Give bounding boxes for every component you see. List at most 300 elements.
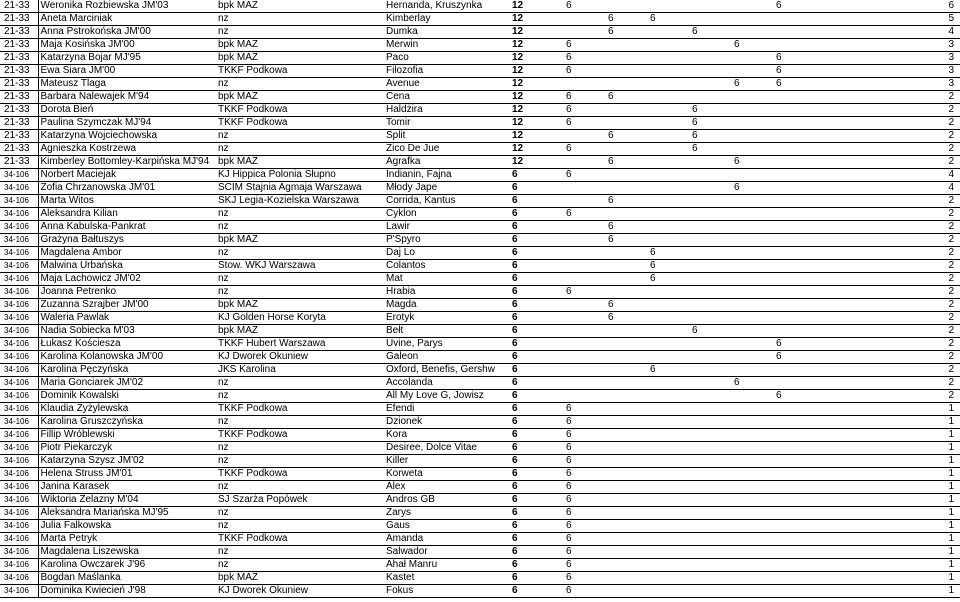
horse-cell: Andros GB xyxy=(384,494,510,507)
score-cell-1: 6 xyxy=(564,572,606,585)
score-cell-4 xyxy=(690,156,732,169)
rider-name-cell: Agnieszka Kostrzewa xyxy=(38,143,216,156)
club-cell: bpk MAZ xyxy=(216,299,384,312)
horse-cell: Colantos xyxy=(384,260,510,273)
score-cell-5 xyxy=(732,390,774,403)
total-cell: 2 xyxy=(858,390,960,403)
points-cell: 12 xyxy=(510,143,564,156)
club-cell: nz xyxy=(216,377,384,390)
class-cell: 34-106 xyxy=(0,273,38,286)
score-cell-4 xyxy=(690,455,732,468)
class-cell: 21-33 xyxy=(0,65,38,78)
score-cell-4 xyxy=(690,442,732,455)
class-cell: 21-33 xyxy=(0,117,38,130)
score-cell-5 xyxy=(732,338,774,351)
score-cell-2 xyxy=(606,286,648,299)
club-cell: nz xyxy=(216,546,384,559)
score-cell-3 xyxy=(648,104,690,117)
score-cell-5 xyxy=(732,299,774,312)
class-cell: 34-106 xyxy=(0,338,38,351)
score-cell-6 xyxy=(774,286,858,299)
score-cell-4: 6 xyxy=(690,117,732,130)
score-cell-1 xyxy=(564,78,606,91)
score-cell-1 xyxy=(564,130,606,143)
horse-cell: Gaus xyxy=(384,520,510,533)
score-cell-2 xyxy=(606,351,648,364)
total-cell: 1 xyxy=(858,455,960,468)
table-row xyxy=(0,39,960,52)
score-cell-1: 6 xyxy=(564,65,606,78)
class-cell: 21-33 xyxy=(0,0,38,13)
score-cell-6: 6 xyxy=(774,338,858,351)
points-cell: 12 xyxy=(510,78,564,91)
total-cell: 2 xyxy=(858,312,960,325)
rider-name-cell: Maja Kosińska JM'00 xyxy=(38,39,216,52)
score-cell-6 xyxy=(774,533,858,546)
total-cell: 2 xyxy=(858,221,960,234)
points-cell: 6 xyxy=(510,325,564,338)
points-cell: 6 xyxy=(510,442,564,455)
horse-cell: Efendi xyxy=(384,403,510,416)
class-cell: 34-106 xyxy=(0,208,38,221)
score-cell-6 xyxy=(774,208,858,221)
score-cell-6 xyxy=(774,117,858,130)
club-cell: TKKF Podkowa xyxy=(216,403,384,416)
score-cell-1: 6 xyxy=(564,455,606,468)
score-cell-1: 6 xyxy=(564,468,606,481)
score-cell-6 xyxy=(774,429,858,442)
club-cell: TKKF Podkowa xyxy=(216,468,384,481)
score-cell-2 xyxy=(606,481,648,494)
score-cell-2 xyxy=(606,403,648,416)
rider-name-cell: Anna Pstrokońska JM'00 xyxy=(38,26,216,39)
score-cell-6 xyxy=(774,221,858,234)
score-cell-4 xyxy=(690,221,732,234)
points-cell: 6 xyxy=(510,507,564,520)
score-cell-4 xyxy=(690,338,732,351)
score-cell-3 xyxy=(648,572,690,585)
horse-cell: Split xyxy=(384,130,510,143)
table-row xyxy=(0,377,960,390)
horse-cell: Paco xyxy=(384,52,510,65)
score-cell-5 xyxy=(732,104,774,117)
club-cell: nz xyxy=(216,481,384,494)
total-cell: 1 xyxy=(858,403,960,416)
points-cell: 6 xyxy=(510,429,564,442)
rider-name-cell: Ewa Siara JM'00 xyxy=(38,65,216,78)
score-cell-5 xyxy=(732,351,774,364)
points-cell: 6 xyxy=(510,572,564,585)
club-cell: bpk MAZ xyxy=(216,156,384,169)
score-cell-1: 6 xyxy=(564,0,606,13)
score-cell-6 xyxy=(774,104,858,117)
score-cell-4 xyxy=(690,39,732,52)
score-cell-4 xyxy=(690,520,732,533)
score-cell-2 xyxy=(606,273,648,286)
score-cell-3 xyxy=(648,143,690,156)
points-cell: 12 xyxy=(510,91,564,104)
horse-cell: Hernanda, Kruszynka xyxy=(384,0,510,13)
score-cell-6 xyxy=(774,39,858,52)
class-cell: 21-33 xyxy=(0,91,38,104)
score-cell-5 xyxy=(732,234,774,247)
rider-name-cell: Mateusz Tlaga xyxy=(38,78,216,91)
club-cell: KJ Hippica Polonia Słupno xyxy=(216,169,384,182)
class-cell: 34-106 xyxy=(0,468,38,481)
club-cell: TKKF Hubert Warszawa xyxy=(216,338,384,351)
score-cell-5 xyxy=(732,364,774,377)
table-row xyxy=(0,468,960,481)
score-cell-4 xyxy=(690,559,732,572)
total-cell: 4 xyxy=(858,26,960,39)
score-cell-3: 6 xyxy=(648,13,690,26)
score-cell-3 xyxy=(648,546,690,559)
horse-cell: Zico De Jue xyxy=(384,143,510,156)
score-cell-5 xyxy=(732,546,774,559)
score-cell-2: 6 xyxy=(606,299,648,312)
total-cell: 2 xyxy=(858,273,960,286)
class-cell: 21-33 xyxy=(0,52,38,65)
class-cell: 34-106 xyxy=(0,377,38,390)
score-cell-3 xyxy=(648,312,690,325)
club-cell: Stow. WKJ Warszawa xyxy=(216,260,384,273)
score-cell-6 xyxy=(774,26,858,39)
score-cell-1: 6 xyxy=(564,52,606,65)
table-row xyxy=(0,416,960,429)
score-cell-1 xyxy=(564,325,606,338)
score-cell-5 xyxy=(732,442,774,455)
rider-name-cell: Aneta Marciniak xyxy=(38,13,216,26)
score-cell-6 xyxy=(774,481,858,494)
table-row xyxy=(0,559,960,572)
score-cell-3 xyxy=(648,26,690,39)
table-row xyxy=(0,546,960,559)
total-cell: 1 xyxy=(858,520,960,533)
score-cell-3 xyxy=(648,351,690,364)
score-cell-5 xyxy=(732,91,774,104)
score-cell-5 xyxy=(732,494,774,507)
rider-name-cell: Dominika Kwiecień J'98 xyxy=(38,585,216,598)
score-cell-1: 6 xyxy=(564,91,606,104)
score-cell-2 xyxy=(606,533,648,546)
score-cell-5 xyxy=(732,585,774,598)
total-cell: 1 xyxy=(858,572,960,585)
score-cell-6: 6 xyxy=(774,65,858,78)
points-cell: 6 xyxy=(510,338,564,351)
score-cell-5 xyxy=(732,195,774,208)
score-cell-5 xyxy=(732,286,774,299)
score-cell-1: 6 xyxy=(564,416,606,429)
points-cell: 6 xyxy=(510,312,564,325)
rider-name-cell: Łukasz Kościesza xyxy=(38,338,216,351)
class-cell: 34-106 xyxy=(0,507,38,520)
score-cell-5 xyxy=(732,247,774,260)
score-cell-6 xyxy=(774,546,858,559)
score-cell-4 xyxy=(690,507,732,520)
score-cell-1: 6 xyxy=(564,533,606,546)
horse-cell: Dzionek xyxy=(384,416,510,429)
total-cell: 1 xyxy=(858,585,960,598)
score-cell-5 xyxy=(732,507,774,520)
score-cell-1 xyxy=(564,377,606,390)
score-cell-1 xyxy=(564,338,606,351)
horse-cell: Indianin, Fajna xyxy=(384,169,510,182)
score-cell-3: 6 xyxy=(648,273,690,286)
rider-name-cell: Magdalena Liszewska xyxy=(38,546,216,559)
score-cell-2: 6 xyxy=(606,312,648,325)
horse-cell: Dumka xyxy=(384,26,510,39)
score-cell-3 xyxy=(648,299,690,312)
total-cell: 1 xyxy=(858,416,960,429)
points-cell: 6 xyxy=(510,234,564,247)
score-cell-5: 6 xyxy=(732,182,774,195)
table-row xyxy=(0,117,960,130)
horse-cell: Lawir xyxy=(384,221,510,234)
rider-name-cell: Magdalena Ambor xyxy=(38,247,216,260)
score-cell-6 xyxy=(774,299,858,312)
score-cell-1: 6 xyxy=(564,143,606,156)
score-cell-6 xyxy=(774,403,858,416)
table-row xyxy=(0,455,960,468)
class-cell: 34-106 xyxy=(0,494,38,507)
rider-name-cell: Malwina Urbańska xyxy=(38,260,216,273)
score-cell-2 xyxy=(606,559,648,572)
score-cell-3 xyxy=(648,0,690,13)
club-cell: KJ Dworek Okuniew xyxy=(216,351,384,364)
club-cell: TKKF Podkowa xyxy=(216,533,384,546)
table-row xyxy=(0,364,960,377)
total-cell: 1 xyxy=(858,559,960,572)
rider-name-cell: Dominik Kowalski xyxy=(38,390,216,403)
class-cell: 34-106 xyxy=(0,351,38,364)
class-cell: 21-33 xyxy=(0,26,38,39)
horse-cell: Killer xyxy=(384,455,510,468)
score-cell-2: 6 xyxy=(606,195,648,208)
score-cell-5: 6 xyxy=(732,377,774,390)
score-cell-3 xyxy=(648,494,690,507)
score-cell-3 xyxy=(648,65,690,78)
score-cell-3 xyxy=(648,130,690,143)
club-cell: bpk MAZ xyxy=(216,39,384,52)
points-cell: 6 xyxy=(510,273,564,286)
score-cell-2 xyxy=(606,65,648,78)
score-cell-1: 6 xyxy=(564,39,606,52)
score-cell-6 xyxy=(774,468,858,481)
rider-name-cell: Aleksandra Mariańska MJ'95 xyxy=(38,507,216,520)
score-cell-1 xyxy=(564,182,606,195)
score-cell-6 xyxy=(774,13,858,26)
score-cell-6 xyxy=(774,494,858,507)
table-row xyxy=(0,65,960,78)
rider-name-cell: Karolina Kolanowska JM'00 xyxy=(38,351,216,364)
score-cell-2 xyxy=(606,364,648,377)
club-cell: nz xyxy=(216,286,384,299)
table-row xyxy=(0,299,960,312)
score-cell-1: 6 xyxy=(564,559,606,572)
class-cell: 34-106 xyxy=(0,585,38,598)
score-cell-2 xyxy=(606,52,648,65)
score-cell-2: 6 xyxy=(606,91,648,104)
total-cell: 5 xyxy=(858,13,960,26)
club-cell: bpk MAZ xyxy=(216,0,384,13)
class-cell: 34-106 xyxy=(0,247,38,260)
rider-name-cell: Karolina Pęczyńska xyxy=(38,364,216,377)
total-cell: 3 xyxy=(858,52,960,65)
total-cell: 2 xyxy=(858,143,960,156)
class-cell: 34-106 xyxy=(0,481,38,494)
horse-cell: Merwin xyxy=(384,39,510,52)
score-cell-4 xyxy=(690,273,732,286)
rider-name-cell: Bogdan Maślanka xyxy=(38,572,216,585)
score-cell-1 xyxy=(564,26,606,39)
score-cell-2 xyxy=(606,390,648,403)
total-cell: 4 xyxy=(858,182,960,195)
rider-name-cell: Norbert Maciejak xyxy=(38,169,216,182)
score-cell-1 xyxy=(564,299,606,312)
score-cell-2 xyxy=(606,78,648,91)
score-cell-6 xyxy=(774,273,858,286)
table-row xyxy=(0,286,960,299)
rider-name-cell: Zofia Chrzanowska JM'01 xyxy=(38,182,216,195)
class-cell: 21-33 xyxy=(0,13,38,26)
club-cell: TKKF Podkowa xyxy=(216,429,384,442)
club-cell: JKS Karolina xyxy=(216,364,384,377)
table-row xyxy=(0,260,960,273)
table-row xyxy=(0,325,960,338)
score-cell-3 xyxy=(648,455,690,468)
table-row xyxy=(0,156,960,169)
score-cell-1: 6 xyxy=(564,117,606,130)
total-cell: 1 xyxy=(858,507,960,520)
score-cell-3 xyxy=(648,403,690,416)
horse-cell: Corrida, Kantus xyxy=(384,195,510,208)
horse-cell: Salwador xyxy=(384,546,510,559)
class-cell: 34-106 xyxy=(0,312,38,325)
club-cell: KJ Golden Horse Koryta xyxy=(216,312,384,325)
rider-name-cell: Karolina Gruszczyńska xyxy=(38,416,216,429)
score-cell-5 xyxy=(732,65,774,78)
score-cell-5 xyxy=(732,481,774,494)
score-cell-5 xyxy=(732,0,774,13)
score-cell-5 xyxy=(732,416,774,429)
rider-name-cell: Fillip Wróblewski xyxy=(38,429,216,442)
score-cell-3 xyxy=(648,377,690,390)
club-cell: nz xyxy=(216,247,384,260)
total-cell: 2 xyxy=(858,299,960,312)
rider-name-cell: Zuzanna Szrajber JM'00 xyxy=(38,299,216,312)
score-cell-3 xyxy=(648,390,690,403)
score-cell-1: 6 xyxy=(564,481,606,494)
score-cell-2 xyxy=(606,377,648,390)
club-cell: nz xyxy=(216,143,384,156)
score-cell-5 xyxy=(732,117,774,130)
score-cell-6: 6 xyxy=(774,0,858,13)
score-cell-2 xyxy=(606,247,648,260)
score-cell-1 xyxy=(564,156,606,169)
club-cell: nz xyxy=(216,507,384,520)
table-row xyxy=(0,481,960,494)
score-cell-5 xyxy=(732,325,774,338)
club-cell: bpk MAZ xyxy=(216,572,384,585)
score-cell-4 xyxy=(690,312,732,325)
total-cell: 3 xyxy=(858,78,960,91)
points-cell: 6 xyxy=(510,169,564,182)
club-cell: nz xyxy=(216,416,384,429)
score-cell-2 xyxy=(606,468,648,481)
table-row xyxy=(0,52,960,65)
table-row xyxy=(0,273,960,286)
score-cell-5 xyxy=(732,572,774,585)
club-cell: bpk MAZ xyxy=(216,91,384,104)
score-cell-6 xyxy=(774,182,858,195)
score-cell-4 xyxy=(690,546,732,559)
class-cell: 21-33 xyxy=(0,130,38,143)
score-cell-2: 6 xyxy=(606,13,648,26)
club-cell: bpk MAZ xyxy=(216,234,384,247)
total-cell: 1 xyxy=(858,494,960,507)
score-cell-3 xyxy=(648,234,690,247)
score-cell-3 xyxy=(648,468,690,481)
score-cell-5 xyxy=(732,143,774,156)
score-cell-4: 6 xyxy=(690,130,732,143)
score-cell-3 xyxy=(648,338,690,351)
points-cell: 6 xyxy=(510,403,564,416)
rider-name-cell: Waleria Pawlak xyxy=(38,312,216,325)
score-cell-1 xyxy=(564,312,606,325)
score-cell-2: 6 xyxy=(606,234,648,247)
score-cell-2 xyxy=(606,442,648,455)
score-cell-2 xyxy=(606,416,648,429)
points-cell: 6 xyxy=(510,533,564,546)
score-cell-3 xyxy=(648,52,690,65)
horse-cell: Erotyk xyxy=(384,312,510,325)
horse-cell: Bełt xyxy=(384,325,510,338)
score-cell-3 xyxy=(648,286,690,299)
club-cell: TKKF Podkowa xyxy=(216,104,384,117)
score-cell-6: 6 xyxy=(774,78,858,91)
table-row xyxy=(0,143,960,156)
score-cell-6 xyxy=(774,585,858,598)
horse-cell: Fokus xyxy=(384,585,510,598)
rider-name-cell: Katarzyna Wojciechowska xyxy=(38,130,216,143)
class-cell: 34-106 xyxy=(0,234,38,247)
total-cell: 2 xyxy=(858,325,960,338)
score-cell-2 xyxy=(606,0,648,13)
score-cell-3: 6 xyxy=(648,260,690,273)
points-cell: 6 xyxy=(510,286,564,299)
points-cell: 12 xyxy=(510,13,564,26)
horse-cell: Kastet xyxy=(384,572,510,585)
horse-cell: Accolanda xyxy=(384,377,510,390)
score-cell-1 xyxy=(564,247,606,260)
score-cell-5 xyxy=(732,169,774,182)
score-cell-6 xyxy=(774,169,858,182)
score-cell-3 xyxy=(648,221,690,234)
score-cell-6: 6 xyxy=(774,351,858,364)
total-cell: 2 xyxy=(858,364,960,377)
score-cell-1 xyxy=(564,221,606,234)
class-cell: 34-106 xyxy=(0,442,38,455)
table-row xyxy=(0,91,960,104)
score-cell-2 xyxy=(606,39,648,52)
score-cell-4 xyxy=(690,585,732,598)
total-cell: 2 xyxy=(858,351,960,364)
rider-name-cell: Marta Witos xyxy=(38,195,216,208)
table-row xyxy=(0,442,960,455)
score-cell-5 xyxy=(732,26,774,39)
club-cell: SKJ Legia-Kozielska Warszawa xyxy=(216,195,384,208)
total-cell: 1 xyxy=(858,468,960,481)
